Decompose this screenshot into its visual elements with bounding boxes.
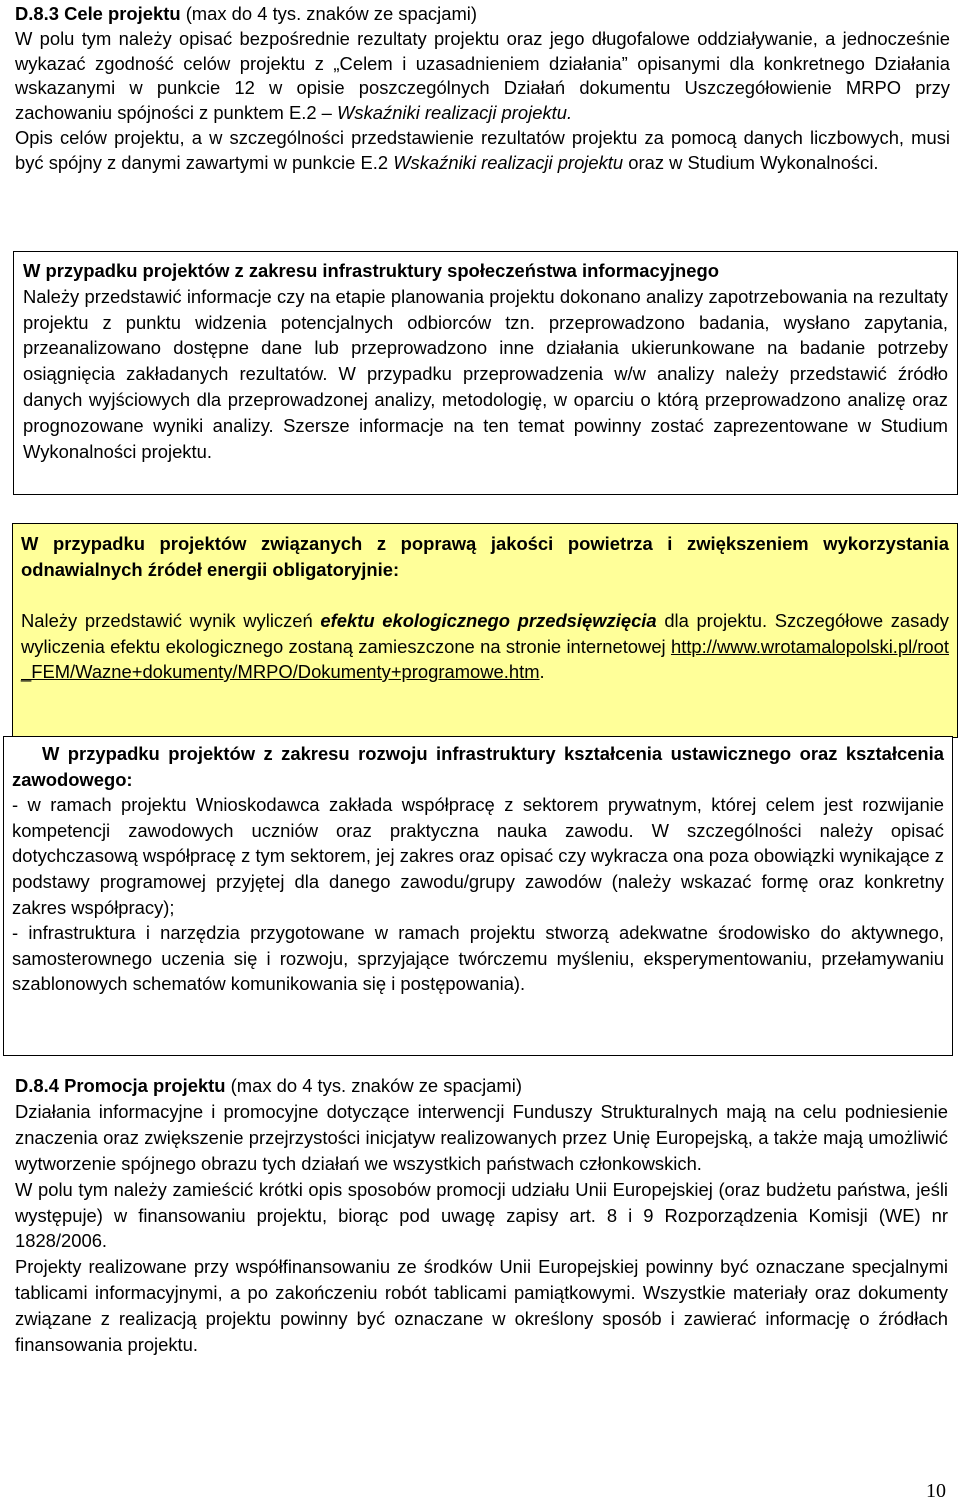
section-d83-limit: (max do 4 tys. znaków ze spacjami) <box>180 3 477 24</box>
wrotamalopolski-link[interactable]: http://www.wrotamalopolski.pl/root_FEM/Wazne+dokumenty/MRPO/Dokumenty+programowe.htm <box>21 635 949 682</box>
section-d83-heading-line <box>15 2 950 27</box>
section-d84-limit: (max do 4 tys. znaków ze spacjami) <box>225 1075 522 1096</box>
section-d84-heading-line <box>15 1073 948 1099</box>
vocational-box-item-1: - w ramach projektu Wnioskodawca zakłada współpracę z sektorem prywatnym, której celem jest rozwijanie kompetencji zawodowych uczniów oraz praktyczna nauka zawodu. W szczególności należy opisać dotychczasową współpracę z tym sektorem, jej zakres oraz opisać czy wykracza ona poza obowiązki wynikające z podstawy programowej przyjętej dla danego zawodu/grupy zawodów (należy wskazać formę oraz konkretny zakres współpracy); <box>12 794 944 918</box>
section-d84 <box>15 1073 948 1358</box>
air-quality-box-body <box>21 608 949 685</box>
vocational-box-title: W przypadku projektów z zakresu rozwoju infrastruktury kształcenia ustawicznego oraz kształcenia zawodowego: <box>12 743 944 790</box>
section-d83-p2-end: oraz w Studium Wykonalności. <box>623 151 879 173</box>
air-quality-box-title: W przypadku projektów związanych z poprawą jakości powietrza i zwiększeniem wykorzystania odnawialnych źródeł energii obligatoryjnie: <box>21 533 949 580</box>
air-quality-body-end: . <box>539 661 545 682</box>
section-d84-paragraph-2: W polu tym należy zamieścić krótki opis sposobów promocji udziału Unii Europejskiej (oraz budżetu państwa, jeśli występuje) w finansowaniu projektu, biorąc pod uwagę zapisy art. 8 i 9 Rozporządzenia Komisji (WE) nr 1828/2006. <box>15 1178 948 1252</box>
section-d83-p2-ref: Wskaźniki realizacji projektu <box>393 151 624 173</box>
infrastructure-box-body: Należy przedstawić informacje czy na etapie planowania projektu dokonano analizy zapotrzebowania na rezultaty projektu z punktu widzenia potencjalnych odbiorców tzn. przeprowadzono badania, wysłano zapytania, przeanalizowano dostępne dane lub przeprowadzono inne działania ukierunkowane na badanie potrzeby osiągnięcia zakładanych rezultatów. W przypadku przeprowadzenia w/w analizy należy przedstawić źródło danych wyjściowych dla przeprowadzonej analizy, metodologię, w oparciu o którą przeprowadzono analizę oraz prognozowane wyniki analizy. Szersze informacje na ten temat powinny zostać zaprezentowane w Studium Wykonalności projektu. <box>23 285 948 462</box>
section-d83-paragraph-1 <box>15 27 950 126</box>
vocational-education-box <box>3 736 953 1056</box>
air-quality-box <box>12 523 958 738</box>
vocational-box-item-2: - infrastruktura i narzędzia przygotowane w ramach projektu stworzą adekwatne środowisko do aktywnego, samosterownego uczenia się i rozwoju, sprzyjające twórczemu myśleniu, eksperymentowaniu, przełamywaniu szablonowych schematów komunikowania się i postępowania). <box>12 922 944 995</box>
section-d83-p1-text: W polu tym należy opisać bezpośrednie rezultaty projektu oraz jego długofalowe oddziaływanie, a jednocześnie wykazać zgodność celów projektu z „Celem i uzasadnieniem działania” opisanymi dla konkretnego Działania wskazanymi w punkcie 12 w opisie poszczególnych Działań dokumentu Uszczegółowienie MRPO przy zachowaniu spójności z punktem E.2 – <box>15 27 950 124</box>
air-quality-box-spacer <box>21 582 949 608</box>
section-d84-heading: D.8.4 Promocja projektu <box>15 1075 226 1096</box>
page-number: 10 <box>926 1480 946 1502</box>
section-d84-paragraph-3: Projekty realizowane przy współfinansowaniu ze środków Unii Europejskiej powinny być oznaczane specjalnymi tablicami informacyjnymi, a po zakończeniu robót tablicami pamiątkowymi. Wszystkie materiały oraz dokumenty związane z realizacją projektu powinny być oznaczane w określony sposób i zawierać informację o źródłach finansowania projektu. <box>15 1256 948 1356</box>
section-d83-paragraph-2 <box>15 126 950 176</box>
section-d83 <box>15 2 950 176</box>
section-d83-p1-ref: Wskaźniki realizacji projektu. <box>337 102 573 124</box>
section-d83-p2-text: Opis celów projektu, a w szczególności przedstawienie rezultatów projektu za pomocą danych liczbowych, musi być spójny z danymi zawartymi w punkcie E.2 <box>15 126 950 173</box>
infrastructure-box-title: W przypadku projektów z zakresu infrastruktury społeczeństwa informacyjnego <box>23 260 719 281</box>
section-d84-paragraph-1: Działania informacyjne i promocyjne dotyczące interwencji Funduszy Strukturalnych mają na celu podniesienie znaczenia oraz zwiększenie przejrzystości inicjatyw realizowanych przez Unię Europejską, a także mają umożliwić wytworzenie spójnego obrazu tych działań we wszystkich państwach członkowskich. <box>15 1100 948 1174</box>
section-d83-heading: D.8.3 Cele projektu <box>15 3 181 24</box>
infrastructure-info-box <box>13 251 958 495</box>
air-quality-body-text-2: dla projektu. Szczegółowe zasady wyliczenia efektu ekologicznego zostaną zamieszczone na stronie internetowej <box>21 610 949 657</box>
air-quality-body-text: Należy przedstawić wynik wyliczeń <box>21 610 321 631</box>
ecological-effect-emphasis: efektu ekologicznego przedsięwzięcia <box>320 610 657 631</box>
